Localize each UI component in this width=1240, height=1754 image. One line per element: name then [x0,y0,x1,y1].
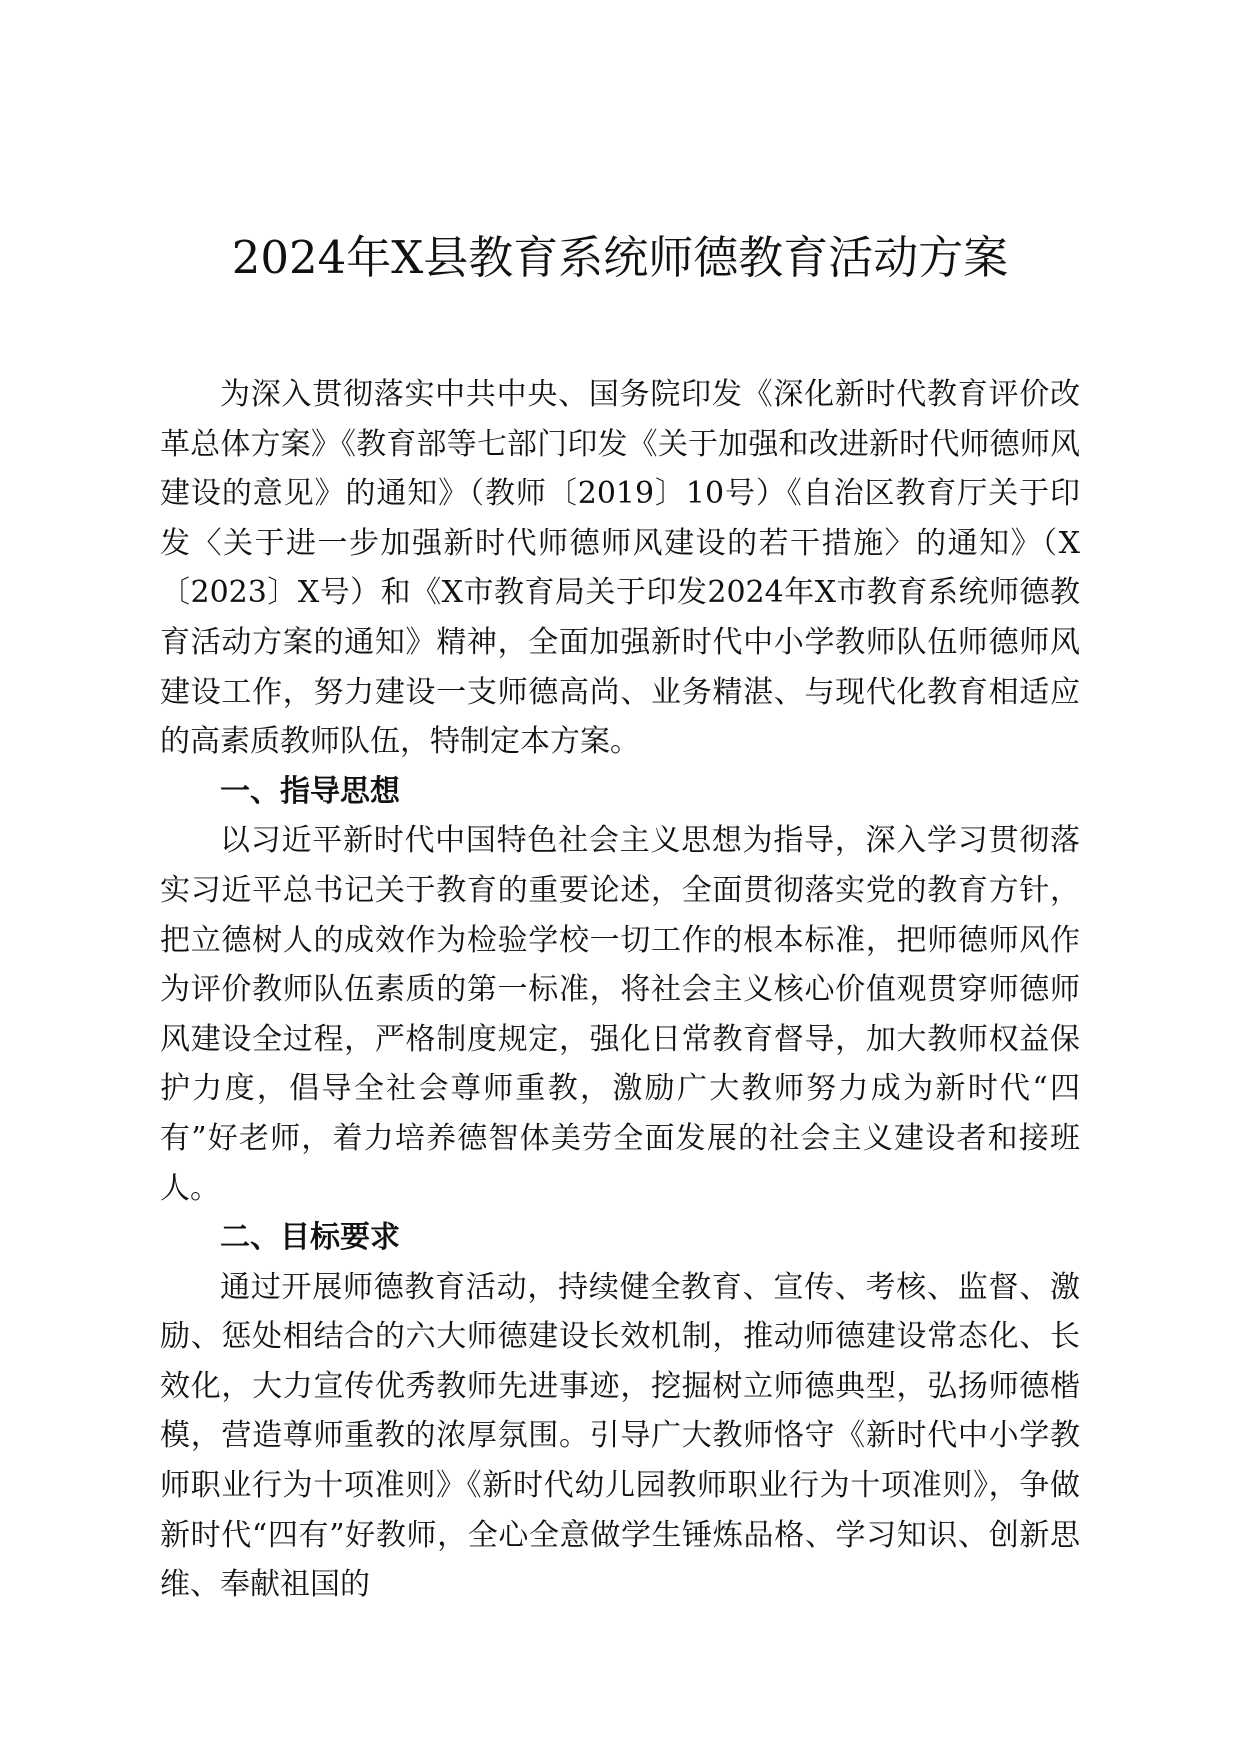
section-paragraph-goals: 通过开展师德教育活动，持续健全教育、宣传、考核、监督、激励、惩处相结合的六大师德建设长效机制，推动师德建设常态化、长效化，大力宣传优秀教师先进事迹，挖掘树立师德典型，弘扬师德楷模，营造尊师重教的浓厚氛围。引导广大教师恪守《新时代中小学教师职业行为十项准则》《新时代幼儿园教师职业行为十项准则》，争做新时代“四有”好教师，全心全意做学生锤炼品格、学习知识、创新思维、奉献祖国的 [160,1269,1080,1603]
section-paragraph-guiding-ideology: 以习近平新时代中国特色社会主义思想为指导，深入学习贯彻落实习近平总书记关于教育的重要论述，全面贯彻落实党的教育方针，把立德树人的成效作为检验学校一切工作的根本标准，把师德师风作为评价教师队伍素质的第一标准，将社会主义核心价值观贯穿师德师风建设全过程，严格制度规定，强化日常教育督导，加大教师权益保护力度，倡导全社会尊师重教，激励广大教师努力成为新时代“四有”好老师，着力培养德智体美劳全面发展的社会主义建设者和接班人。 [160,823,1080,1206]
intro-paragraph: 为深入贯彻落实中共中央、国务院印发《深化新时代教育评价改革总体方案》《教育部等七部门印发《关于加强和改进新时代师德师风建设的意见》的通知》（教师〔2019〕10号）《自治区教育厅关于印发〈关于进一步加强新时代师德师风建设的若干措施〉的通知》（X〔2023〕X号）和《X市教育局关于印发2024年X市教育系统师德教育活动方案的通知》精神，全面加强新时代中小学教师队伍师德师风建设工作，努力建设一支师德高尚、业务精湛、与现代化教育相适应的高素质教师队伍，特制定本方案。 [160,377,1080,760]
document-body [160,370,1080,1610]
document-title: 2024年X县教育系统师德教育活动方案 [231,231,1009,284]
section-heading-guiding-ideology: 一、指导思想 [220,773,400,809]
section-heading-goals: 二、目标要求 [220,1220,400,1256]
